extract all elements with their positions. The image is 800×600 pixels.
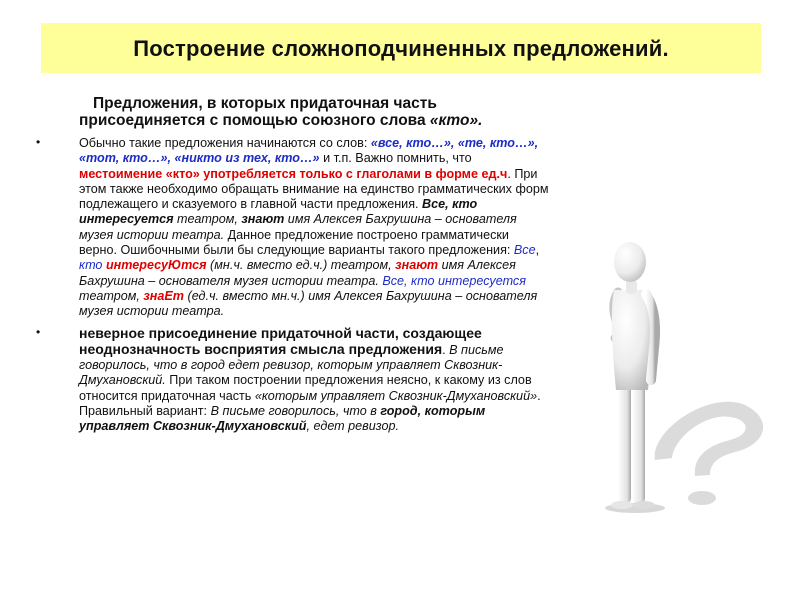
text-span: .: [442, 342, 450, 357]
text-span: Все: [513, 243, 536, 258]
figure-foot-right: [633, 501, 655, 509]
slide-body: [36, 95, 549, 441]
bullet-marker: •: [36, 135, 41, 149]
bullet-2-text: [79, 324, 541, 434]
figure-leg-right: [632, 380, 645, 504]
text-span: знают: [395, 258, 439, 273]
text-span: . При этом также необходимо обращать внимание на единство грамматических форм подлежащего и сказуемого в главной части предложения.: [79, 166, 549, 212]
text-span: и т.п. Важно помнить, что: [319, 151, 472, 166]
bullet-item-2: [36, 324, 549, 435]
intro-text: Предложения, в которых придаточная часть присоединяется с помощью союзного слова: [79, 95, 437, 129]
figure-neck: [626, 280, 637, 294]
text-span: знают: [241, 212, 285, 227]
text-span: , едет ревизор.: [306, 419, 399, 434]
text-span: имя Алексея Бахрушина – основателя музея истории театра.: [79, 258, 516, 288]
text-span: неверное присоединение придаточной части, создающее неоднозначность восприятия смысла предложения: [79, 324, 482, 357]
figure-torso: [612, 290, 652, 390]
text-span: Обычно такие предложения начинаются со слов:: [79, 136, 371, 150]
text-span: театром,: [173, 212, 242, 227]
text-span: город, которым управляет Сквозник-Дмухановский: [79, 404, 486, 434]
text-span: Все, кто интересуется: [382, 273, 526, 288]
text-span: знаЕт: [143, 288, 184, 303]
figure-head: [614, 242, 646, 282]
text-span: ,: [535, 243, 540, 258]
thinking-figure-illustration: [560, 230, 780, 520]
figure-leg-left: [618, 380, 631, 504]
text-span: Данное предложение построено грамматически верно. Ошибочными были бы следующие варианты такого предложения:: [79, 227, 514, 258]
text-span: В письме говорилось, что в: [210, 404, 381, 419]
slide-title: Построение сложноподчиненных предложений.: [133, 36, 669, 61]
title-banner: [41, 23, 761, 73]
intro-paragraph: [79, 95, 549, 129]
text-span: имя Алексея Бахрушина – основателя музея истории театра.: [79, 212, 517, 242]
text-span: При таком построении предложения неясно, к какому из слов относится придаточная часть: [79, 373, 532, 403]
text-span: «все, кто…», «те, кто…», «тот, кто…», «никто из тех, кто…»: [79, 136, 539, 166]
bullet-item-1: [36, 135, 549, 320]
text-span: . Правильный вариант:: [79, 388, 541, 419]
intro-keyword: «кто».: [429, 112, 483, 129]
bullet-1-text: [79, 136, 549, 318]
figure-body: [611, 242, 655, 509]
bullet-marker: •: [36, 324, 41, 339]
question-mark-shadow: [655, 402, 763, 505]
text-span: «которым управляет Сквозник-Дмухановский»: [254, 388, 538, 403]
text-span: кто: [79, 258, 103, 273]
text-span: местоимение «кто» употребляется только с глаголами в форме ед.ч: [79, 166, 508, 181]
text-span: В письме говорилось, что в город едет ревизор, которым управляет Сквозник-Дмухановский.: [79, 342, 504, 388]
text-span: интересуЮтся: [105, 258, 207, 273]
text-span: театром,: [79, 288, 144, 303]
text-span: Все, кто интересуется: [79, 197, 478, 227]
text-span: (ед.ч. вместо мн.ч.) имя Алексея Бахрушина – основателя музея истории театра.: [79, 288, 538, 319]
text-span: (мн.ч. вместо ед.ч.) театром,: [206, 258, 396, 273]
figure-foot-left: [611, 501, 633, 509]
